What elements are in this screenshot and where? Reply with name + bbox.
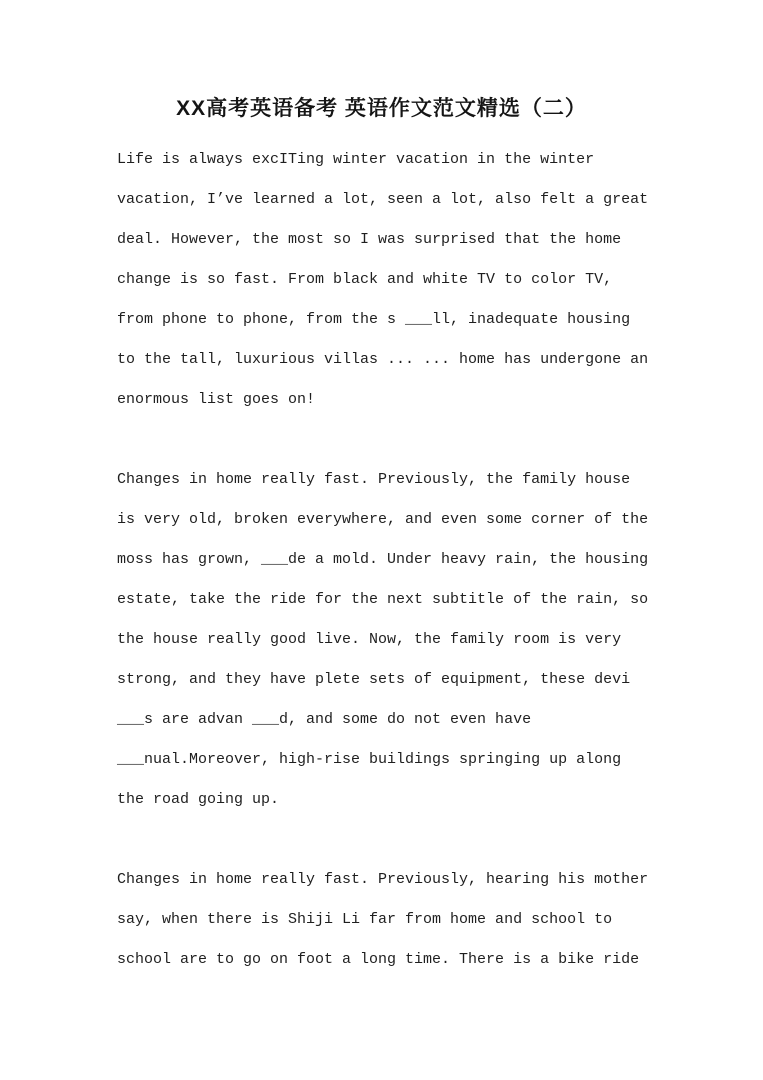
text-line: ___s are advan ___d, and some do not even have	[117, 711, 532, 728]
text-line: Life is always excITing winter vacation in the winter	[117, 151, 595, 168]
paragraph-2	[117, 460, 648, 820]
text-line: is very old, broken everywhere, and even some corner of the	[117, 511, 649, 528]
paragraph-1	[117, 140, 648, 420]
text-line: Changes in home really fast. Previously, the family house	[117, 471, 631, 488]
text-line: deal. However, the most so I was surprised that the home	[117, 231, 622, 248]
text-line: estate, take the ride for the next subtitle of the rain, so	[117, 591, 649, 608]
document-title: XX高考英语备考 英语作文范文精选（二）	[176, 97, 587, 120]
text-line: enormous list goes on!	[117, 391, 316, 408]
text-line: Changes in home really fast. Previously, hearing his mother	[117, 871, 649, 888]
text-line: moss has grown, ___de a mold. Under heavy rain, the housing	[117, 551, 649, 568]
document-body	[117, 140, 648, 1020]
text-line: say, when there is Shiji Li far from home and school to	[117, 911, 613, 928]
text-line: the road going up.	[117, 791, 280, 808]
text-line: change is so fast. From black and white TV to color TV,	[117, 271, 613, 288]
paragraph-3	[117, 860, 648, 980]
text-line: ___nual.Moreover, high-rise buildings springing up along	[117, 751, 622, 768]
text-line: from phone to phone, from the s ___ll, inadequate housing	[117, 311, 631, 328]
text-line: the house really good live. Now, the family room is very	[117, 631, 622, 648]
text-line: vacation, I’ve learned a lot, seen a lot, also felt a great	[117, 191, 649, 208]
text-line: to the tall, luxurious villas ... ... home has undergone an	[117, 351, 649, 368]
text-line: school are to go on foot a long time. There is a bike ride	[117, 951, 640, 968]
text-line: strong, and they have plete sets of equipment, these devi	[117, 671, 631, 688]
